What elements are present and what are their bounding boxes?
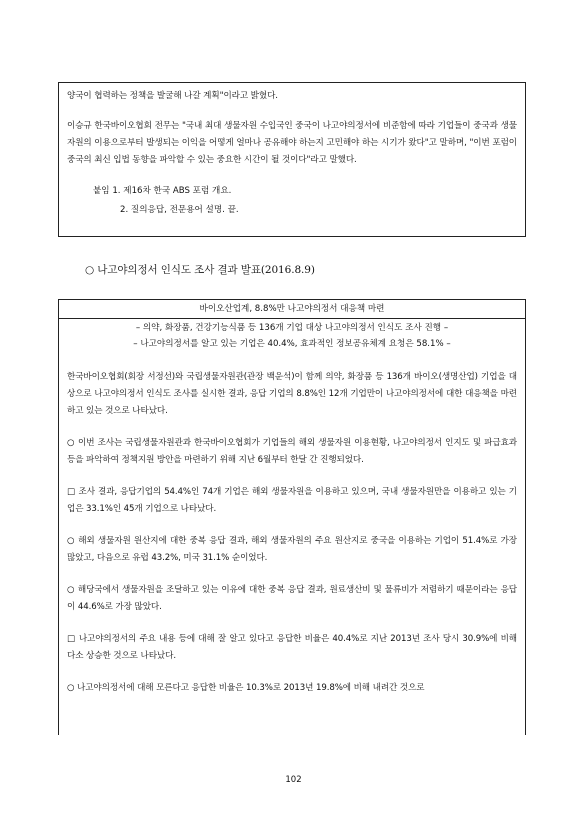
body-paragraph: ○ 해당국에서 생물자원을 조달하고 있는 이유에 대한 중복 응답 결과, 원료생산비 및 물류비가 저렴하기 때문이라는 응답이 44.6%로 가장 많았다.	[67, 585, 517, 612]
body-paragraph: ○ 해외 생물자원 원산지에 대한 중복 응답 결과, 해외 생물자원의 주요 원산지로 중국을 이용하는 기업이 51.4%로 가장 많았고, 다음으로 유럽 43.2%, 미국 31.1% 순이었다.	[67, 536, 517, 563]
body-paragraph: □ 조사 결과, 응답기업의 54.4%인 74개 기업은 해외 생물자원을 이용하고 있으며, 국내 생물자원만을 이용하고 있는 기업은 33.1%인 45개 기업으로 나타났다.	[67, 487, 517, 514]
body-paragraph: ○ 이번 조사는 국립생물자원관과 한국바이오협회가 기업들의 해외 생물자원 이용현황, 나고야의정서 인지도 및 파급효과 등을 파악하여 정책지원 방안을 마련하기 위해 지난 6월부터 한달 간 진행되었다.	[67, 438, 517, 465]
quote-paragraph-1: 양국이 협력하는 정책을 발굴해 나갈 계획"이라고 밝혔다.	[67, 91, 278, 101]
quote-paragraph-2: 이승규 한국바이오협회 전무는 "국내 최대 생물자원 수입국인 중국이 나고야의정서에 비준함에 따라 기업들이 중국과 생물자원의 이용으로부터 발생되는 이익을 어떻게 얼마나 공유해야 하는지 고민해야 하는 시기가 왔다"고 말하며, "이번 포럼이 중국의 최신 입법 동향을 파악할 수 있는 중요한 시간이 될 것이다"라고 말했다.	[67, 121, 517, 165]
subtitle-1: – 의약, 화장품, 건강기능식품 등 136개 기업 대상 나고야의정서 인식도 조사 진행 –	[135, 323, 449, 333]
quote-box	[58, 82, 526, 237]
page-number: 102	[285, 775, 302, 785]
attachment-list	[67, 182, 517, 220]
attachment-item-1: 붙임 1. 제16차 한국 ABS 포럼 개요.	[93, 186, 232, 196]
press-release-box	[58, 299, 526, 735]
attachment-item-2: 2. 질의응답, 전문용어 설명. 끝.	[120, 205, 239, 215]
subtitle-2: – 나고야의정서를 알고 있는 기업은 40.4%, 효과적인 정보공유체계 요청은 58.1% –	[133, 339, 451, 349]
section-heading: ○ 나고야의정서 인식도 조사 결과 발표(2016.8.9)	[85, 264, 315, 276]
body-paragraph: 한국바이오협회(회장 서정선)와 국립생물자원관(관장 백운석)이 함께 의약, 화장품 등 136개 바이오(생명산업) 기업을 대상으로 나고야의정서 인식도 조사를 실시한 결과, 응답 기업의 8.8%인 12개 기업만이 나고야의정서에 대한 대응책을 마련하고 있는 것으로 나타났다.	[67, 372, 517, 416]
press-release-title: 바이오산업계, 8.8%만 나고야의정서 대응책 마련	[59, 300, 525, 319]
body-paragraph: □ 나고야의정서의 주요 내용 등에 대해 잘 알고 있다고 응답한 비율은 40.4%로 지난 2013년 조사 당시 30.9%에 비해 다소 상승한 것으로 나타났다.	[67, 634, 517, 661]
body-paragraph: ○ 나고야의정서에 대해 모른다고 응답한 비율은 10.3%로 2013년 19.8%에 비해 내려간 것으로	[67, 683, 425, 693]
